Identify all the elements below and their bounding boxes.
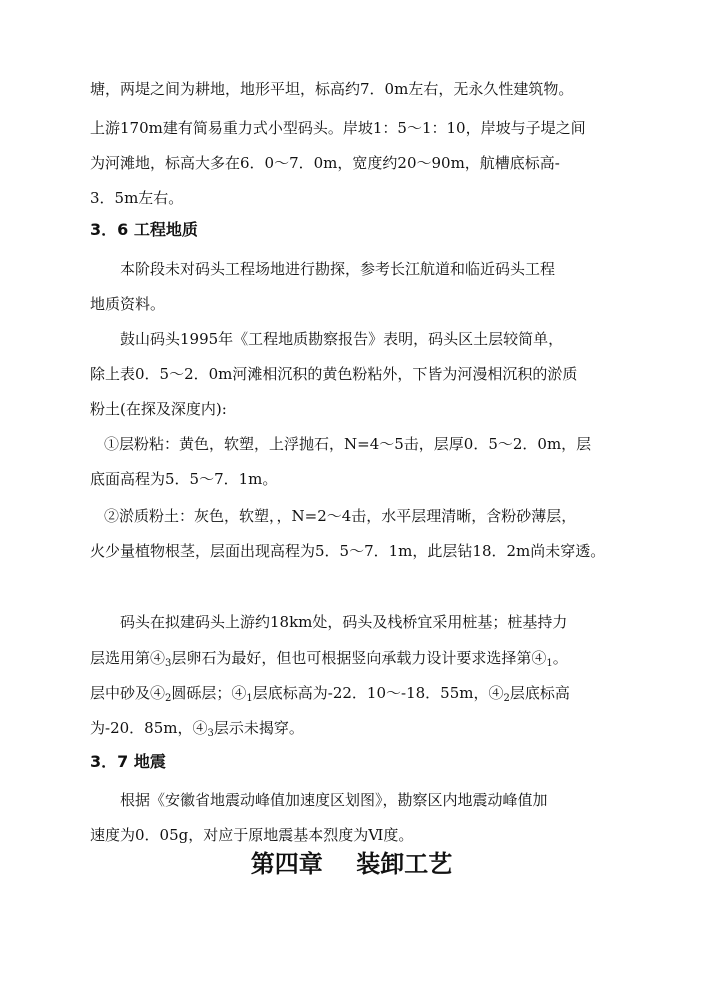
body-line: 3．5m左右。 — [90, 189, 184, 207]
section-heading-3-6: 3．6 工程地质 — [90, 220, 198, 239]
list-item-line: ①层粉粘：黄色，软塑，上浮抛石，N=4～5击，层厚0．5～2．0m，层 — [104, 435, 592, 453]
paragraph-line: 本阶段未对码头工程场地进行勘探，参考长江航道和临近码头工程 — [120, 260, 556, 278]
paragraph-line: 粉土(在探及深度内): — [90, 400, 227, 418]
paragraph-line: 层选用第$④_3$层卵石为最好，但也可根据竖向承载力设计要求选择第$④_1$。 — [90, 649, 568, 669]
paragraph-line: 层中砂及$④_2$圆砾层；$④_1$层底标高为-22．10～-18．55m，$④_2$层底标高 — [90, 684, 570, 704]
list-item-line: ②淤质粉土：灰色，软塑，，N=2～4击，水平层理清晰，含粉砂薄层， — [104, 507, 577, 525]
paragraph-line: 根据《安徽省地震动峰值加速度区划图》，勘察区内地震动峰值加 — [120, 791, 548, 809]
paragraph-line: 速度为0．05g，对应于原地震基本烈度为Ⅵ度。 — [90, 826, 414, 844]
body-line: 塘，两堤之间为耕地，地形平坦，标高约7．0m左右，无永久性建筑物。 — [90, 80, 574, 98]
chapter-title: 第四章 装卸工艺 — [250, 850, 453, 878]
paragraph-line: 地质资料。 — [90, 295, 166, 313]
paragraph-line: 除上表0．5～2．0m河滩相沉积的黄色粉粘外，下皆为河漫相沉积的淤质 — [90, 365, 578, 383]
paragraph-line: 鼓山码头1995年《工程地质勘察报告》表明，码头区土层较简单， — [120, 330, 564, 348]
list-item-line: 火少量植物根茎，层面出现高程为5．5～7．1m，此层钻18．2m尚未穿透。 — [90, 542, 606, 560]
paragraph-line: 为-20．85m，$④_3$层示未揭穿。 — [90, 719, 304, 739]
paragraph-line: 码头在拟建码头上游约18km处，码头及栈桥宜采用桩基；桩基持力 — [120, 613, 568, 631]
section-heading-3-7: 3．7 地震 — [90, 752, 166, 771]
list-item-line: 底面高程为5．5～7．1m。 — [90, 470, 278, 488]
body-line: 为河滩地，标高大多在6．0～7．0m，宽度约20～90m，航槽底标高- — [90, 154, 560, 172]
body-line: 上游170m建有简易重力式小型码头。岸坡1：5～1：10，岸坡与子堤之间 — [90, 119, 586, 137]
